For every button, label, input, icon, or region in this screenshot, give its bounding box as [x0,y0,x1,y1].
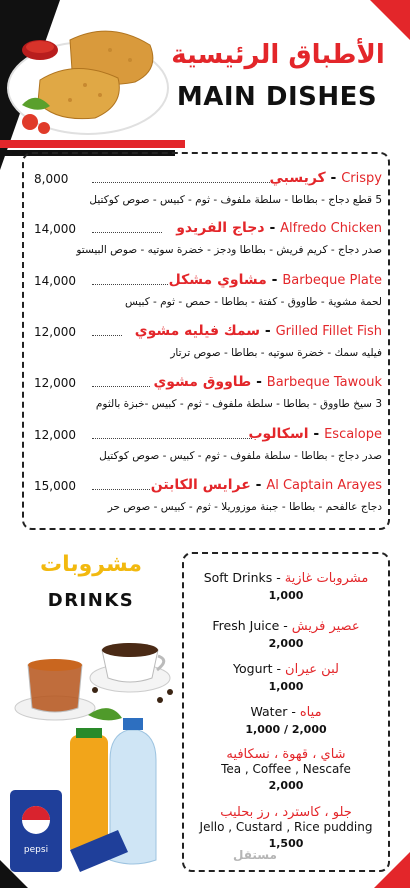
drink-name-english: Soft Drinks [203,570,273,585]
drink-name: Soft Drinks - مشروبات غازية [203,570,369,586]
dish-name-arabic: اسكالوب [248,426,309,442]
drink-price: 2,000 [268,637,304,650]
drink-name-english: Water [250,704,288,719]
dish-description: دجاج عالفحم - بطاطا - جبنة موزوريلا - ثوم - كبيس - صوص حر [107,501,382,513]
dish-price: 8,000 [34,172,69,186]
drink-price: 2,000 [268,779,304,792]
drink-name-english: Tea , Coffee , Nescafe [221,762,351,776]
dish-item-grilled-fillet-fish [30,323,386,373]
dish-name-arabic: طاووق مشوي [153,374,252,390]
dish-name: كريسبي - Crispy [269,170,382,186]
dish-description: صدر دجاج - بطاطا - سلطة ملفوف - ثوم - كبيس - صوص كوكتيل [99,450,382,462]
dish-description: فيليه سمك - خضرة سوتيه - بطاطا - صوص ترتار [170,347,382,359]
dish-price: 14,000 [34,274,76,288]
dotted-leader [92,284,168,285]
dish-name: دجاج الفريدو - Alfredo Chicken [176,220,382,236]
dotted-leader [92,489,150,490]
watermark: مستقل [233,848,277,862]
dish-item-al-captain-arayes [30,477,386,527]
dish-price: 14,000 [34,222,76,236]
dotted-leader [92,438,252,439]
dish-item-barbeque-tawouk [30,374,386,424]
drink-item-soft-drinks [182,570,390,602]
dish-name-arabic: مشاوي مشكل [168,272,267,288]
drink-item-desserts [182,804,390,850]
drink-name: Yogurt - لبن عيران [233,661,339,677]
drink-name-arabic: جلو ، كاسترد ، رز بحليب [220,805,352,820]
dish-name-arabic: كريسبي [269,170,326,186]
main-dishes-title-arabic: الأطباق الرئيسية [171,40,385,70]
dish-name: عرايس الكابتن - Al Captain Arayes [150,477,382,493]
accent-stripe [0,140,185,148]
dish-name-english: Crispy [341,171,382,186]
dish-name-english: Alfredo Chicken [280,221,382,236]
drinks-image [10,620,180,880]
dish-name-arabic: دجاج الفريدو [176,220,265,236]
drink-name-arabic: مياه [299,705,322,720]
dish-name-english: Escalope [324,427,382,442]
dish-description: صدر دجاج - كريم فريش - بطاطا ودجز - خضرة سوتيه - صوص البيستو [76,244,382,256]
main-dishes-title: MAIN DISHES [176,82,378,112]
drink-item-yogurt [182,661,390,693]
drink-name-english: Fresh Juice [212,618,280,633]
drink-name-english: Yogurt [233,661,273,676]
drink-item-hot-drinks [182,746,390,792]
dish-item-escalope [30,426,386,476]
dish-name-english: Barbeque Tawouk [266,375,382,390]
dotted-leader [92,335,122,336]
drink-price: 1,000 [268,589,304,602]
dotted-leader [92,232,162,233]
drink-name: Fresh Juice - عصير فريش [212,618,360,634]
drinks-title-arabic: مشروبات [40,552,142,577]
dish-price: 12,000 [34,428,76,442]
dish-name: طاووق مشوي - Barbeque Tawouk [153,374,382,390]
dish-description: لحمة مشوية - طاووق - كفتة - بطاطا - حمص - ثوم - كبيس [124,296,382,308]
dish-price: 12,000 [34,325,76,339]
dish-price: 12,000 [34,376,76,390]
drink-name-arabic: عصير فريش [291,619,360,634]
drink-item-fresh-juice [182,618,390,650]
dish-name-english: Barbeque Plate [282,273,382,288]
drink-name [182,804,390,820]
crispy-chicken-plate-image [0,10,175,150]
drink-name-arabic: مشروبات غازية [284,571,369,586]
dish-name-arabic: سمك فيليه مشوي [134,323,261,339]
dish-name: مشاوي مشكل - Barbeque Plate [168,272,382,288]
dish-item-crispy [30,170,386,220]
dish-name: سمك فيليه مشوي - Grilled Fillet Fish [134,323,382,339]
dish-description: 5 قطع دجاج - بطاطا - سلطة ملفوف - ثوم - كبيس - صوص كوكتيل [89,194,382,206]
drink-name [182,746,390,762]
dotted-leader [92,182,272,183]
dish-description: 3 سيخ طاووق - بطاطا - سلطة ملفوف - ثوم - كبيس -خبزة بالثوم [95,398,382,410]
drink-item-water [182,704,390,736]
drink-price: 1,500 [268,837,304,850]
drink-name-english: Jello , Custard , Rice pudding [199,820,373,834]
corner-decoration-top-right [370,0,410,40]
drinks-title: DRINKS [47,590,135,611]
dish-name-arabic: عرايس الكابتن [150,477,251,493]
svg-text:pepsi: pepsi [23,845,49,855]
dish-price: 15,000 [34,479,76,493]
dish-name-english: Grilled Fillet Fish [275,324,382,339]
dish-name-english: Al Captain Arayes [266,478,382,493]
dotted-leader [92,386,150,387]
dish-item-barbeque-plate [30,272,386,322]
dish-name: اسكالوب - Escalope [248,426,382,442]
drink-name-arabic: شاي ، قهوة ، نسكافيه [226,747,346,762]
drink-price: 1,000 [268,680,304,693]
drink-name-arabic: لبن عيران [285,662,339,677]
dish-item-alfredo-chicken [30,220,386,270]
drink-name: Water - مياه [250,704,322,720]
drink-price: 1,000 / 2,000 [245,723,327,736]
